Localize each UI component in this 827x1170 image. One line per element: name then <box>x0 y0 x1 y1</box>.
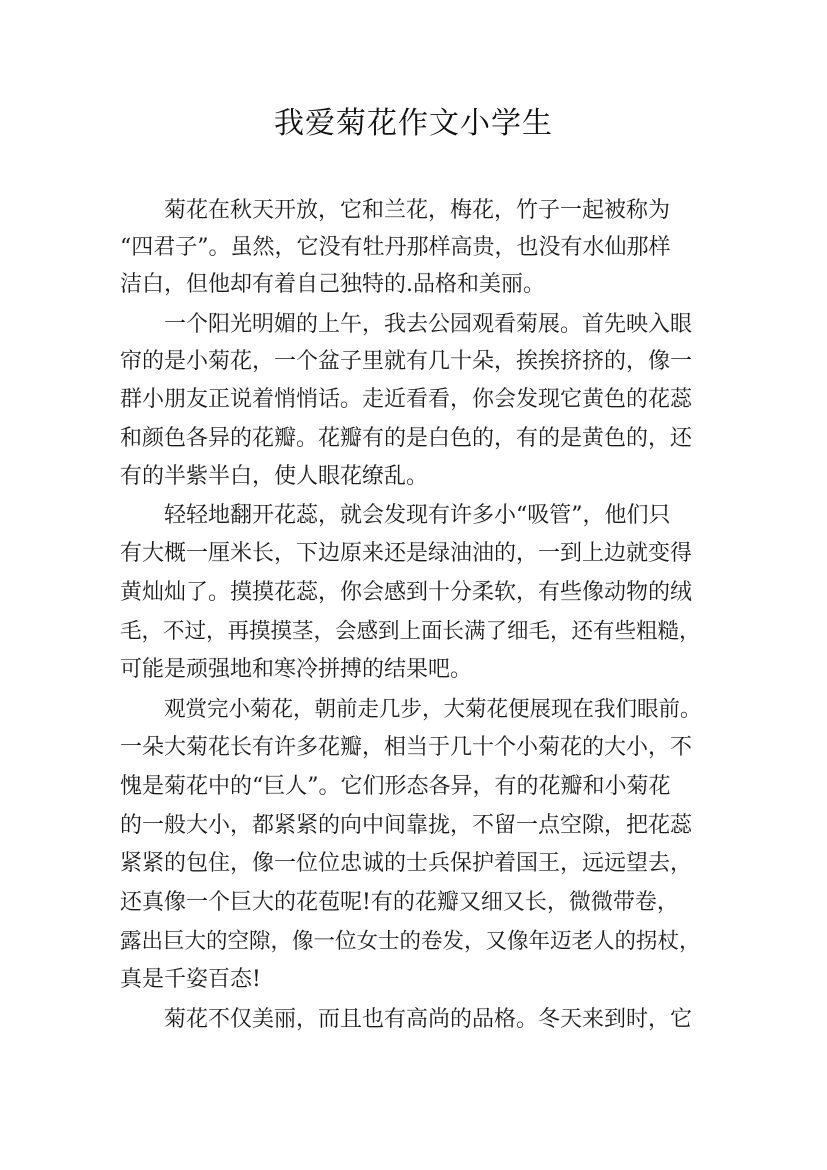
body-line: 一个阳光明媚的上午，我去公园观看菊展。首先映入眼 <box>164 312 693 337</box>
body-line: 轻轻地翻开花蕊，就会发现有许多小“吸管”，他们只 <box>164 503 671 528</box>
body-line: 菊花不仅美丽，而且也有高尚的品格。冬天来到时，它 <box>164 1007 693 1032</box>
body-line: 一朵大菊花长有许多花瓣，相当于几十个小菊花的大小，不 <box>120 735 693 760</box>
body-line: 毛，不过，再摸摸茎，会感到上面长满了细毛，还有些粗糙， <box>120 619 701 644</box>
body-line: 紧紧的包住，像一位位忠诚的士兵保护着国王，远远望去， <box>120 851 693 876</box>
body-line: 群小朋友正说着悄悄话。走近看看，你会发现它黄色的花蕊 <box>120 387 693 412</box>
body-line: 的一般大小，都紧紧的向中间靠拢，不留一点空隙，把花蕊 <box>120 813 693 838</box>
body-line: 有的半紫半白，使人眼花缭乱。 <box>120 464 429 489</box>
body-line: “四君子”。虽然，它没有牡丹那样高贵，也没有水仙那样 <box>120 235 671 260</box>
body-line: 观赏完小菊花，朝前走几步，大菊花便展现在我们眼前。 <box>164 697 702 722</box>
body-line: 可能是顽强地和寒冷拼搏的结果吧。 <box>120 657 473 682</box>
body-line: 露出巨大的空隙，像一位女士的卷发，又像年迈老人的拐杖， <box>120 929 701 954</box>
body-line: 和颜色各异的花瓣。花瓣有的是白色的，有的是黄色的，还 <box>120 426 693 451</box>
body-line: 菊花在秋天开放，它和兰花，梅花，竹子一起被称为 <box>164 198 671 223</box>
document-title: 我爱菊花作文小学生 <box>274 106 553 141</box>
body-line: 真是千姿百态! <box>120 967 261 992</box>
body-line: 帘的是小菊花，一个盆子里就有几十朵，挨挨挤挤的，像一 <box>120 349 693 374</box>
body-line: 还真像一个巨大的花苞呢!有的花瓣又细又长，微微带卷， <box>120 890 679 915</box>
body-line: 有大概一厘米长，下边原来还是绿油油的，一到上边就变得 <box>120 541 693 566</box>
body-line: 愧是菊花中的“巨人”。它们形态各异，有的花瓣和小菊花 <box>120 774 671 799</box>
body-line: 洁白，但他却有着自己独特的.品格和美丽。 <box>120 272 545 297</box>
body-line: 黄灿灿了。摸摸花蕊，你会感到十分柔软，有些像动物的绒 <box>120 580 693 605</box>
